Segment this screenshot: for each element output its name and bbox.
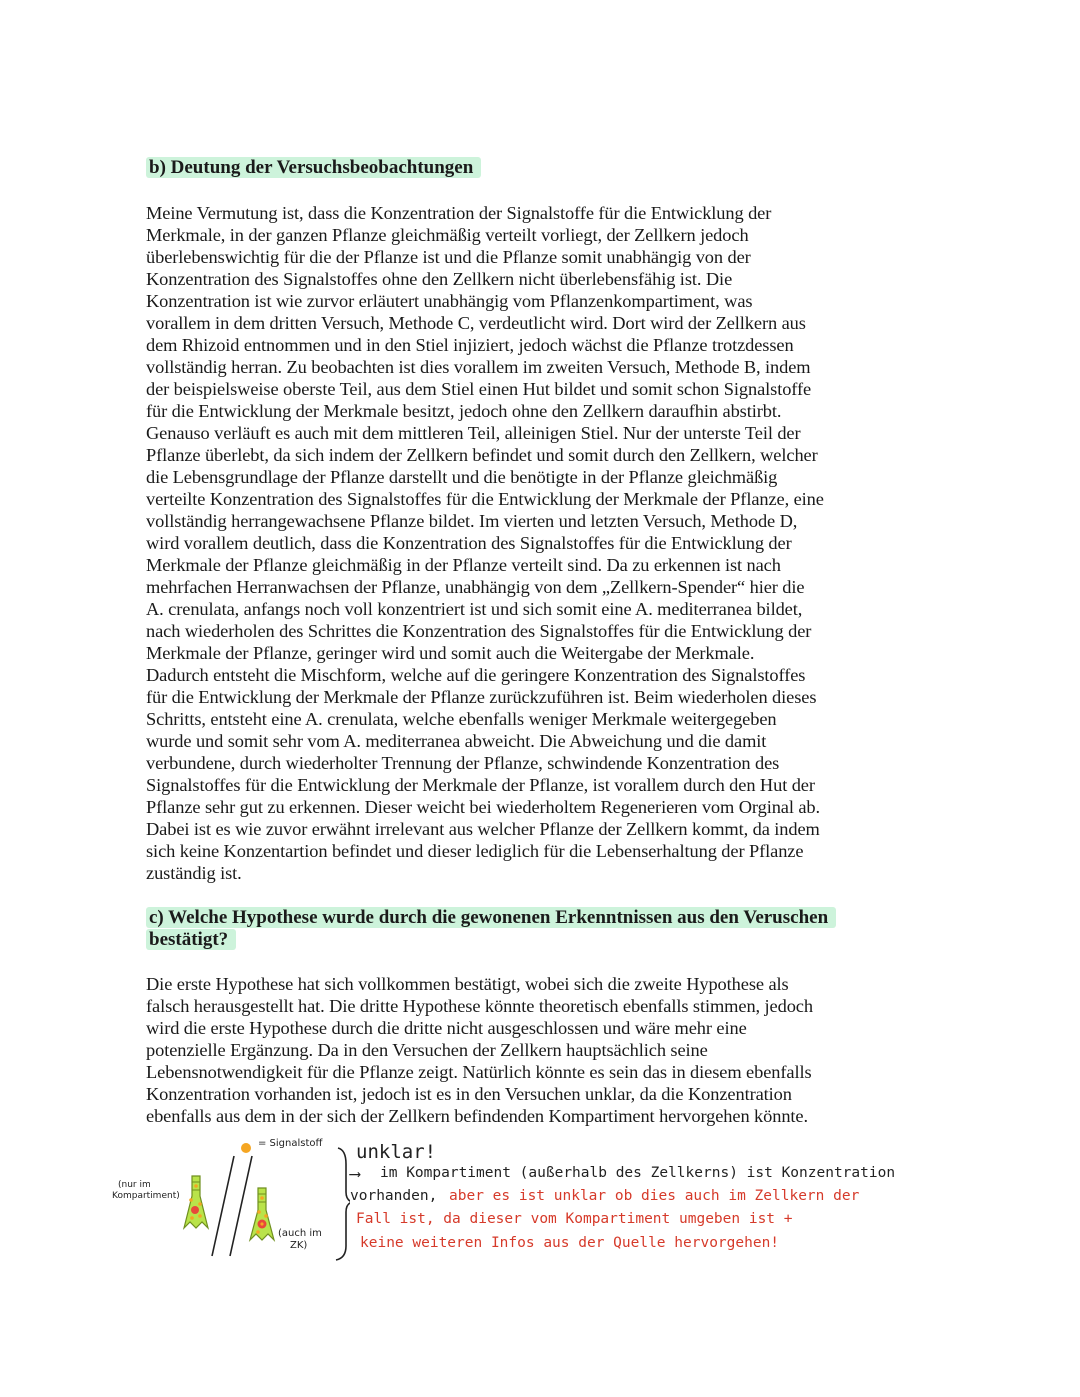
plant-sketch-drawing [170, 1136, 350, 1266]
sketch-right-label-2: ZK) [290, 1240, 308, 1251]
note-line-3: Fall ist, da dieser vom Kompartiment umgeben ist + [356, 1211, 793, 1227]
section-c-paragraph: Die erste Hypothese hat sich vollkommen bestätigt, wobei sich die zweite Hypothese als falsch herausgestellt hat. Die dritte Hypothese könnte theoretisch ebenfalls stimmen, jedoch wird die erste Hypothese durch die dritte nicht ausgeschlossen und wäre mehr eine potenzielle Ergänzung. Da in den Versuchen der Zellkern hauptsächlich seine Lebensnotwendigkeit für die Pflanze zeigt. Natürlich könnte es sein das in diesem ebenfalls Konzentration vorhanden ist, jedoch ist es in den Versuchen unklar, da die Konzentration ebenfalls aus dem in der sich der Zellkern befindenden Kompartiment hervorgehen könnte. [146, 974, 813, 1126]
plant-only-compartment-icon [184, 1176, 208, 1228]
plant-also-nucleus-icon [250, 1188, 274, 1240]
sketch-left-label-1: (nur im [118, 1180, 151, 1190]
note-title: unklar! [356, 1141, 437, 1163]
section-c-heading: c) Welche Hypothese wurde durch die gewonenen Erkenntnissen aus den Veruschen bestätigt? [146, 907, 906, 951]
brace-icon [336, 1148, 350, 1260]
signal-dot-icon [241, 1143, 251, 1153]
section-b-heading: b) Deutung der Versuchsbeobachtungen [146, 157, 481, 179]
note-line-2-red: aber es ist unklar ob dies auch im Zellkern der [449, 1188, 860, 1204]
arrow-right-icon: ⟶ [350, 1164, 360, 1183]
note-line-4: keine weiteren Infos aus der Quelle hervorgehen! [360, 1235, 780, 1251]
sketch-left-label-2: Kompartiment) [112, 1191, 180, 1201]
note-line-2-black: vorhanden, [350, 1188, 438, 1204]
sketch-right-label-1: (auch im [278, 1228, 322, 1239]
section-b-paragraph: Meine Vermutung ist, dass die Konzentration der Signalstoffe für die Entwicklung der Merkmale, in der ganzen Pflanze gleichmäßig verteilt vorliegt, der Zellkern jedoch überlebenswichtig für die der Pflanze ist und die Pflanze somit unabhängig von der Konzentration des Signalstoffes ohne den Zellkern nicht überlebensfähig ist. Die Konzentration ist wie zurvor erläutert unabhängig vom Pflanzenkompartiment, was vorallem in dem dritten Versuch, Methode C, verdeutlicht wird. Dort wird der Zellkern aus dem Rhizoid entnommen und in den Stiel injiziert, jedoch wächst die Pflanze trotzdessen vollständig herran. Zu beobachten ist dies vorallem im zweiten Versuch, Methode B, indem der beispielsweise oberste Teil, aus dem Stiel einen Hut bildet und somit schon Signalstoffe für die Entwicklung der Merkmale besitzt, jedoch ohne den Zellkern daraufhin abstirbt. Genauso verläuft es auch mit dem mittleren Teil, alleinigen Stiel. Nur der unterste Teil der Pflanze überlebt, da sich indem der Zellkern befindet und somit durch den Zellkern, welcher die Lebensgrundlage der Pflanze darstellt und die benötigte in der Pflanze gleichmäßig verteilte Konzentration des Signalstoffes für die Entwicklung der Merkmale der Pflanze, eine vollständig herrangewachsene Pflanze bildet. Im vierten und letzten Versuch, Methode D, wird vorallem deutlich, dass die Konzentration des Signalstoffes für die Entwicklung der Merkmale der Pflanze gleichmäßig in der Pflanze verteilt sind. Da zu erkennen ist nach mehrfachen Herranwachsen der Pflanze, unabhängig von dem „Zellkern-Spender“ hier die A. crenulata, anfangs noch voll konzentriert ist und sich somit eine A. mediterranea bildet, nach wiederholen des Schrittes die Konzentration des Signalstoffes für die Entwicklung der Merkmale der Pflanze, geringer wird und somit auch die Weitergabe der Merkmale. Dadurch entsteht die Mischform, welche auf die geringere Konzentration des Signalstoffes für die Entwicklung der Merkmale der Pflanze zurückzuführen ist. Beim wiederholen dieses Schritts, entsteht eine A. crenulata, welche ebenfalls weniger Merkmale weitergegeben wurde und somit sehr vom A. mediterranea abweicht. Die Abweichung und die damit verbundene, durch wiederholter Trennung der Pflanze, schwindende Konzentration des Signalstoffes für die Entwicklung der Merkmale der Pflanze, ist vorallem durch den Hut der Pflanze sehr gut zu erkennen. Dieser weicht bei wiederholtem Regenerieren vom Orginal ab. Dabei ist es wie zuvor erwähnt irrelevant aus welcher Pflanze der Zellkern kommt, da indem sich keine Konzentartion befindet und dieser lediglich für die Lebenserhaltung der Pflanze zuständig ist. [146, 203, 824, 883]
sketch-legend-label: = Signalstoff [258, 1138, 323, 1149]
note-line-1: im Kompartiment (außerhalb des Zellkerns) ist Konzentration [380, 1165, 896, 1181]
